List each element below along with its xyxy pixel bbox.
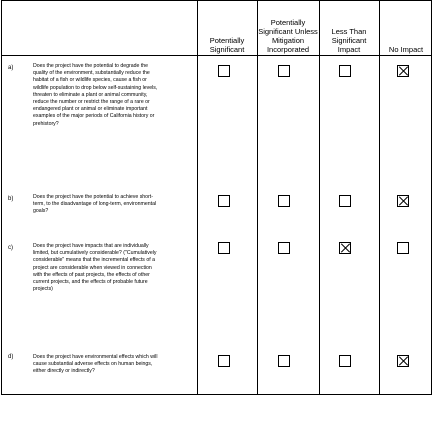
column-divider	[197, 1, 198, 394]
checkbox-less-than-significant[interactable]	[339, 242, 351, 254]
checkbox-less-than-significant[interactable]	[339, 65, 351, 77]
question-text: Does the project have the potential to degrade the quality of the environment, substantially reduce the habitat of a fish or wildlife species, cause a fish or wildlife population to drop below self-sustaining levels, threaten to eliminate a plant or animal community, reduce the number or restrict the range of a rare or endangered plant or animal or eliminate important examples of the major periods of California history or prehistory?	[33, 63, 158, 127]
question-text: Does the project have environmental effects which will cause substantial adverse effects on human beings, either directly or indirectly?	[33, 354, 158, 375]
header-divider	[2, 55, 431, 56]
column-divider	[379, 1, 380, 394]
checkbox-less-than-significant[interactable]	[339, 355, 351, 367]
checkbox-no-impact[interactable]	[397, 65, 409, 77]
question-text: Does the project have the potential to achieve short-term, to the disadvantage of long-term, environmental goals?	[33, 194, 157, 215]
column-divider	[257, 1, 258, 394]
checkbox-unless-mitigation[interactable]	[278, 242, 290, 254]
checkbox-no-impact[interactable]	[397, 355, 409, 367]
column-divider	[319, 1, 320, 394]
checkbox-less-than-significant[interactable]	[339, 195, 351, 207]
checkbox-potentially-significant[interactable]	[218, 355, 230, 367]
checkbox-potentially-significant[interactable]	[218, 65, 230, 77]
question-letter: d)	[8, 354, 14, 360]
checkbox-unless-mitigation[interactable]	[278, 65, 290, 77]
checkbox-unless-mitigation[interactable]	[278, 355, 290, 367]
question-letter: a)	[8, 65, 14, 71]
column-header-potentially-significant: Potentially Significant	[209, 36, 245, 54]
column-header-less-than-significant: Less Than Significant Impact	[331, 27, 367, 54]
checkbox-no-impact[interactable]	[397, 195, 409, 207]
checkbox-unless-mitigation[interactable]	[278, 195, 290, 207]
impact-checklist-table	[1, 0, 432, 395]
question-text: Does the project have impacts that are individually limited, but cumulatively considerable? ("Cumulatively considerable" means that the incremental effects of a project are considerable when viewed in connection with the effects of past projects, the effects of other current projects, and the effects of probable future projects)	[33, 243, 157, 293]
question-letter: b)	[8, 196, 14, 202]
checkbox-potentially-significant[interactable]	[218, 242, 230, 254]
question-letter: c)	[8, 245, 13, 251]
checkbox-potentially-significant[interactable]	[218, 195, 230, 207]
column-header-no-impact: No Impact	[388, 45, 424, 54]
column-header-unless-mitigation: Potentially Significant Unless Mitigation Incorporated	[258, 18, 318, 54]
checkbox-no-impact[interactable]	[397, 242, 409, 254]
